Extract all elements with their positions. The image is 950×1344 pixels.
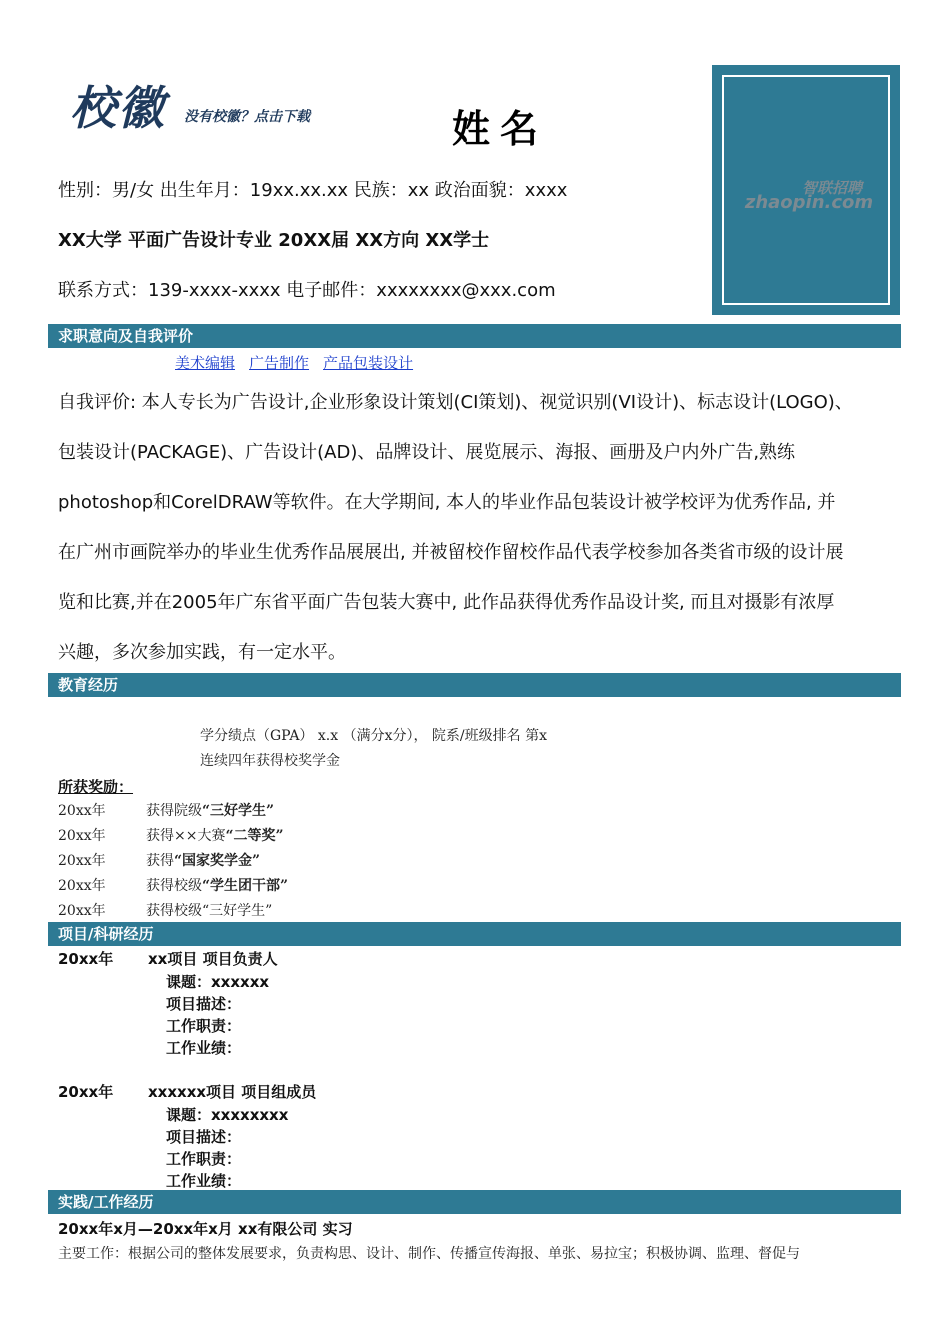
project-year: 20xx年 [58, 950, 114, 968]
photo-placeholder [722, 75, 890, 305]
self-eval-line: 兴趣，多次参加实践，有一定水平。 [58, 642, 346, 663]
award-text: 获得校级“三好学生” [146, 903, 273, 919]
self-eval-line: 在广州市画院举办的毕业生优秀作品展展出, 并被留校作留校作品代表学校参加各类省市级的设计展 [58, 542, 844, 563]
project-topic: 课题：xxxxxx [166, 973, 270, 991]
project-name: xx项目 项目负责人 [148, 950, 278, 968]
award-year: 20xx年 [58, 828, 106, 844]
work-description: 主要工作：根据公司的整体发展要求，负责构思、设计、制作、传播宣传海报、单张、易拉宝；积极协调、监理、督促与 [58, 1246, 800, 1262]
award-item [146, 825, 284, 845]
project-result-label: 工作业绩： [166, 1039, 242, 1057]
award-highlight: “学生团干部” [202, 878, 289, 894]
watermark-cn: 智联招聘 [801, 179, 862, 197]
award-text: 获得××大赛 [146, 828, 226, 844]
job-intent-list [175, 352, 427, 373]
award-year: 20xx年 [58, 878, 106, 894]
self-eval-line: photoshop和CorelDRAW等软件。在大学期间, 本人的毕业作品包装设计被学校评为优秀作品, 并 [58, 492, 836, 513]
award-highlight: “三好学生” [202, 803, 275, 819]
contact-info-line: 联系方式：139-xxxx-xxxx 电子邮件：xxxxxxxx@xxx.com [58, 280, 556, 301]
logo-download-hint[interactable]: 没有校徽？点击下载 [184, 109, 310, 125]
photo-frame[interactable] [712, 65, 900, 315]
scholarship-line: 连续四年获得校奖学金 [200, 753, 340, 769]
awards-title: 所获奖励： [58, 778, 134, 796]
photo-watermark [744, 177, 874, 213]
gpa-line: 学分绩点（GPA） x.x （满分x分）， 院系/班级排名 第x [200, 728, 547, 744]
project-duty-label: 工作职责： [166, 1017, 242, 1035]
project-duty-label: 工作职责： [166, 1150, 242, 1168]
basic-info-line: 性别：男/女 出生年月：19xx.xx.xx 民族：xx 政治面貌：xxxx [58, 180, 568, 201]
project-desc-label: 项目描述： [166, 995, 242, 1013]
project-topic: 课题：xxxxxxxx [166, 1106, 289, 1124]
award-highlight: “二等奖” [225, 828, 284, 844]
self-eval-line: 览和比赛,并在2005年广东省平面广告包装大赛中, 此作品获得优秀作品设计奖, 而且对摄影有浓厚 [58, 592, 835, 613]
work-headline: 20xx年x月—20xx年x月 xx有限公司 实习 [58, 1220, 353, 1238]
award-year: 20xx年 [58, 903, 106, 919]
education-summary-line: XX大学 平面广告设计专业 20XX届 XX方向 XX学士 [58, 230, 490, 251]
award-item [146, 900, 272, 920]
project-year: 20xx年 [58, 1083, 114, 1101]
award-text: 获得 [146, 853, 174, 869]
candidate-name: 姓名 [452, 107, 549, 151]
school-logo[interactable]: 校徽 [70, 81, 166, 135]
project-desc-label: 项目描述： [166, 1128, 242, 1146]
intent-item[interactable]: 产品包装设计 [323, 354, 414, 372]
award-item [146, 850, 260, 870]
project-result-label: 工作业绩： [166, 1172, 242, 1190]
award-year: 20xx年 [58, 803, 106, 819]
section-header-education: 教育经历 [48, 673, 901, 697]
self-eval-line: 包装设计(PACKAGE)、广告设计(AD)、品牌设计、展览展示、海报、画册及户内外广告,熟练 [58, 442, 796, 463]
section-header-projects: 项目/科研经历 [48, 922, 901, 946]
project-name: xxxxxx项目 项目组成员 [148, 1083, 317, 1101]
intent-item[interactable]: 广告制作 [249, 354, 310, 372]
award-text: 获得院级 [146, 803, 202, 819]
award-item [146, 875, 288, 895]
section-header-intent: 求职意向及自我评价 [48, 324, 901, 348]
section-header-work: 实践/工作经历 [48, 1190, 901, 1214]
intent-item[interactable]: 美术编辑 [175, 354, 236, 372]
award-item [146, 800, 274, 820]
self-eval-line: 自我评价: 本人专长为广告设计,企业形象设计策划(CI策划)、视觉识别(VI设计)、标志设计(LOGO)、 [58, 392, 853, 413]
watermark-en: zhaopin.com [744, 192, 874, 213]
award-text: 获得校级 [146, 878, 202, 894]
award-highlight: “国家奖学金” [174, 853, 261, 869]
award-year: 20xx年 [58, 853, 106, 869]
